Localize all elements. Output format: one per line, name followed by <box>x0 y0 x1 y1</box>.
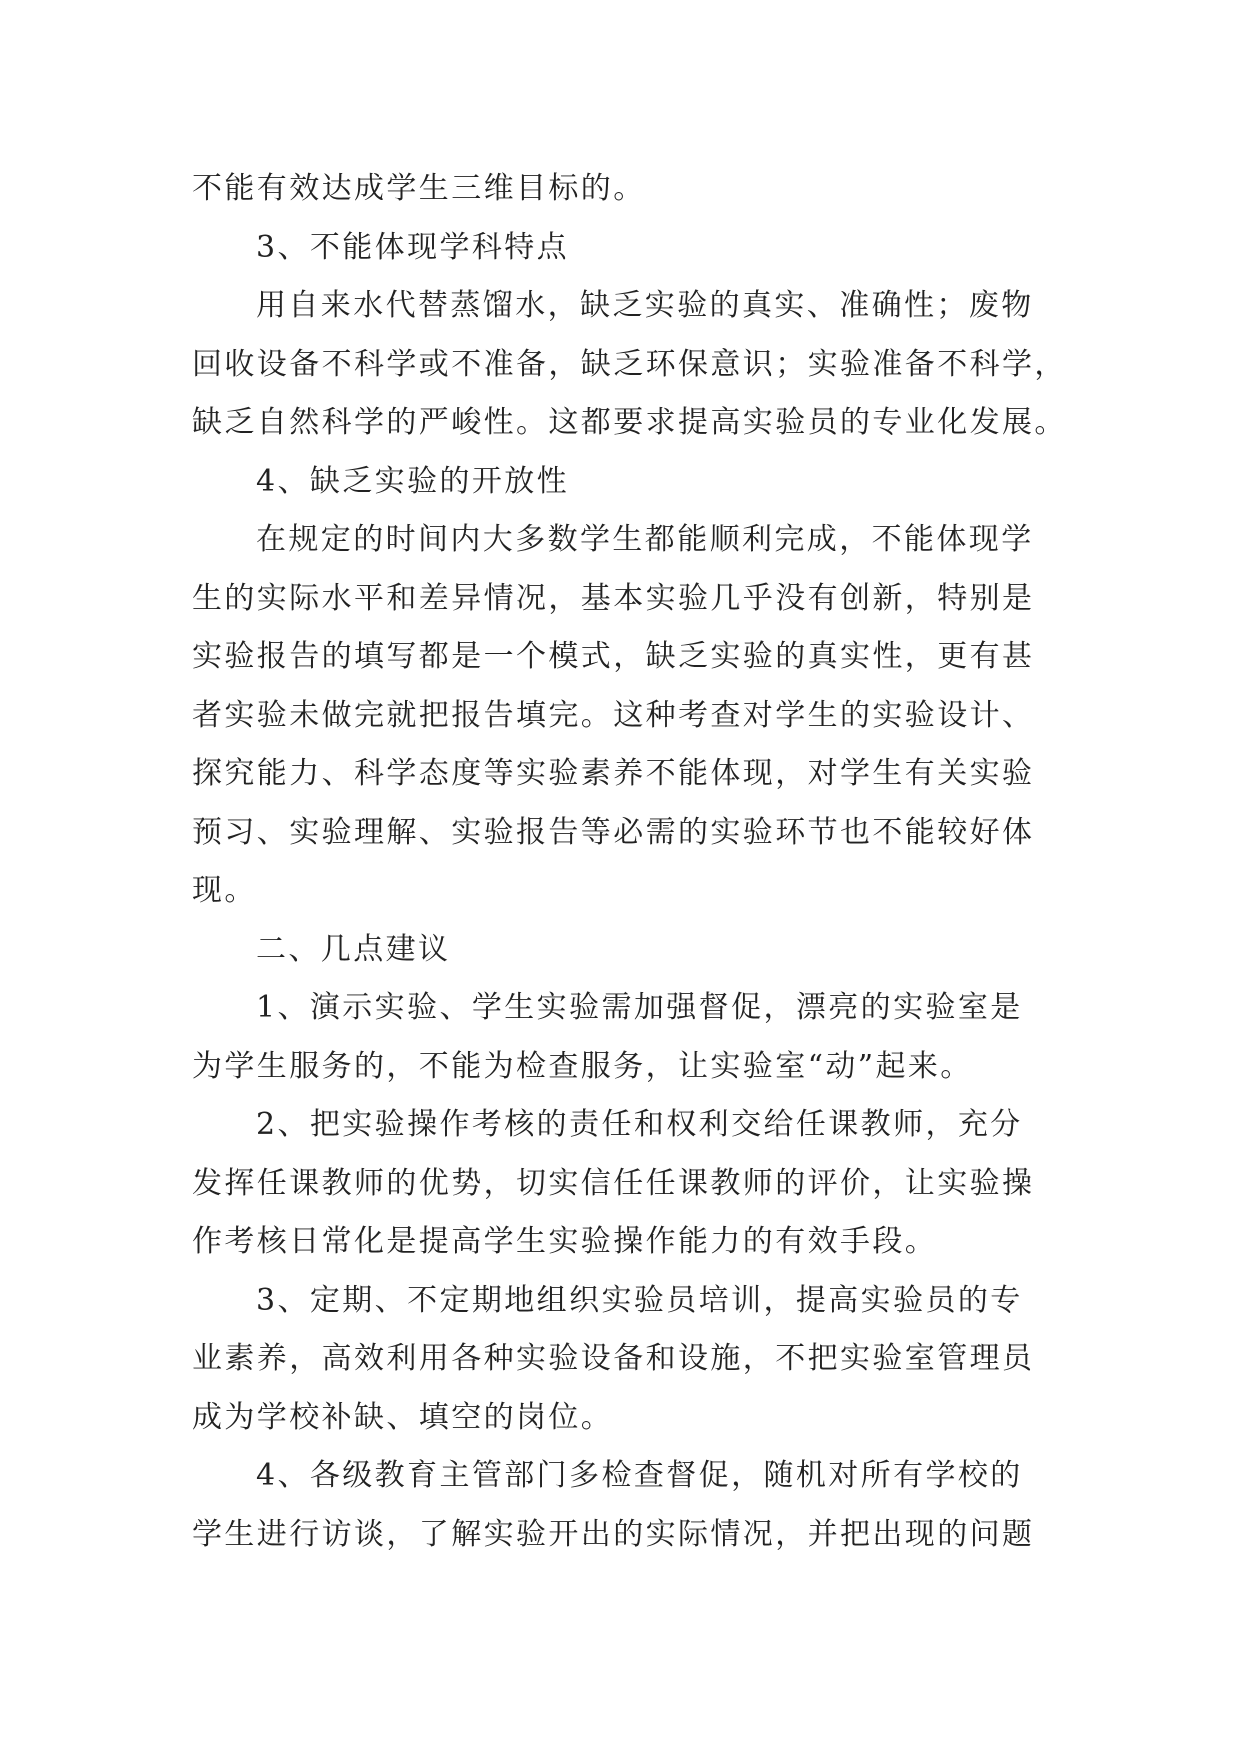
text-line: 预习、实验理解、实验报告等必需的实验环节也不能较好体 <box>192 814 1035 850</box>
text-line: 生的实际水平和差异情况，基本实验几乎没有创新，特别是 <box>192 580 1035 616</box>
section-heading-suggestions: 二、几点建议 <box>256 931 451 967</box>
text-line: 实验报告的填写都是一个模式，缺乏实验的真实性，更有甚 <box>192 639 1035 674</box>
text-line: 学生进行访谈，了解实验开出的实际情况，并把出现的问题 <box>192 1516 1035 1552</box>
text-line: 作考核日常化是提高学生实验操作能力的有效手段。 <box>192 1224 938 1259</box>
text-line: 为学生服务的，不能为检查服务，让实验室“动”起来。 <box>192 1048 973 1084</box>
text-line: 3、定期、不定期地组织实验员培训，提高实验员的专 <box>256 1282 1023 1318</box>
text-line: 回收设备不科学或不准备，缺乏环保意识；实验准备不科学， <box>192 346 1067 382</box>
text-line: 在规定的时间内大多数学生都能顺利完成，不能体现学 <box>256 522 1034 557</box>
text-line: 1、演示实验、学生实验需加强督促，漂亮的实验室是 <box>256 990 1023 1025</box>
heading-item-4: 4、缺乏实验的开放性 <box>256 463 570 499</box>
text-line: 用自来水代替蒸馏水，缺乏实验的真实、准确性；废物 <box>256 288 1034 323</box>
text-line: 成为学校补缺、填空的岗位。 <box>192 1399 614 1435</box>
text-line: 2、把实验操作考核的责任和权利交给任课教师，充分 <box>256 1107 1023 1142</box>
text-line: 者实验未做完就把报告填完。这种考查对学生的实验设计、 <box>192 697 1035 733</box>
text-line: 现。 <box>192 873 257 908</box>
text-line: 探究能力、科学态度等实验素养不能体现，对学生有关实验 <box>192 756 1035 791</box>
heading-item-3: 3、不能体现学科特点 <box>256 229 570 265</box>
text-line: 4、各级教育主管部门多检查督促，随机对所有学校的 <box>256 1458 1023 1493</box>
text-line: 不能有效达成学生三维目标的。 <box>192 171 646 206</box>
text-line: 业素养，高效利用各种实验设备和设施，不把实验室管理员 <box>192 1341 1035 1376</box>
text-line: 缺乏自然科学的严峻性。这都要求提高实验员的专业化发展。 <box>192 405 1067 440</box>
text-line: 发挥任课教师的优势，切实信任任课教师的评价，让实验操 <box>192 1165 1035 1201</box>
body-text <box>192 160 1067 1564</box>
